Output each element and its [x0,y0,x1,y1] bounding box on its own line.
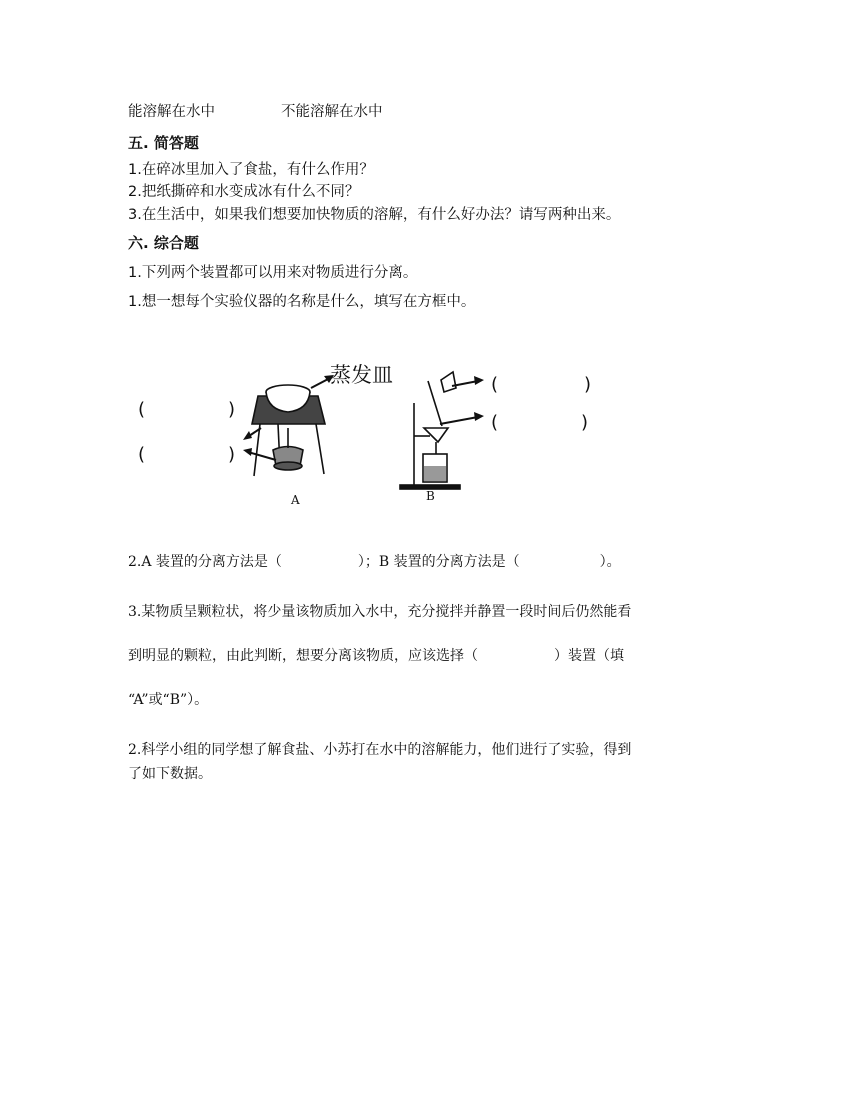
sub3-line2-end: ）装置（填 [554,648,624,664]
apparatus-a-label: A [291,493,300,507]
apparatus-a [252,385,325,476]
separation-apparatus-diagram [128,348,608,518]
blank-a1-close: ) [228,399,236,420]
arrow-to-funnel [440,417,478,424]
section-6-subquestion-1: 1.想一想每个实验仪器的名称是什么，填写在方框中。 [128,294,476,310]
apparatus-b-label: B [426,489,435,503]
blank-b1-close: ) [584,374,592,395]
section-6-subquestion-3-line-2 [128,646,624,666]
sub3-line2-text: 到明显的颗粒，由此判断，想要分离该物质，应该选择（ [128,648,478,664]
section-6-subquestion-3-line-3: “A”或“B”）。 [128,692,209,708]
blank-b2-open: ( [491,412,499,433]
evaporating-dish-label: 蒸发皿 [330,363,393,387]
arrow-a-lower [248,452,276,460]
section-5-question-3: 3.在生活中，如果我们想要加快物质的溶解，有什么好办法？请写两种出来。 [128,207,621,223]
blank-a2-close: ) [228,444,236,465]
sub2-part-b: ）；B 装置的分离方法是（ [357,554,520,570]
section-6-question-2-line-1: 2.科学小组的同学想了解食盐、小苏打在水中的溶解能力，他们进行了实验，得到 [128,742,632,758]
blank-a1-open: ( [138,399,146,420]
apparatus-illustration [128,348,608,518]
insoluble-label: 不能溶解在水中 [281,104,383,120]
section-6-question-2-line-2: 了如下数据。 [128,766,212,782]
section-5-question-2: 2.把纸撕碎和水变成冰有什么不同？ [128,184,360,200]
soluble-label: 能溶解在水中 [128,104,215,120]
apparatus-b [400,372,460,489]
section-6-heading: 六. 综合题 [128,234,199,252]
soluble-categories-row [128,102,383,122]
section-6-subquestion-3-line-1: 3.某物质呈颗粒状，将少量该物质加入水中，充分搅拌并静置一段时间后仍然能看 [128,604,632,620]
section-6-subquestion-2 [128,552,621,572]
sub2-part-end: ）。 [599,554,621,570]
section-5-question-1: 1.在碎冰里加入了食盐，有什么作用？ [128,162,374,178]
section-5-heading: 五. 简答题 [128,134,199,152]
blank-b1-open: ( [491,374,499,395]
blank-b2-close: ) [581,412,589,433]
sub2-part-a: 2.A 装置的分离方法是（ [128,554,282,570]
section-6-intro: 1.下列两个装置都可以用来对物质进行分离。 [128,265,418,281]
blank-a2-open: ( [138,444,146,465]
